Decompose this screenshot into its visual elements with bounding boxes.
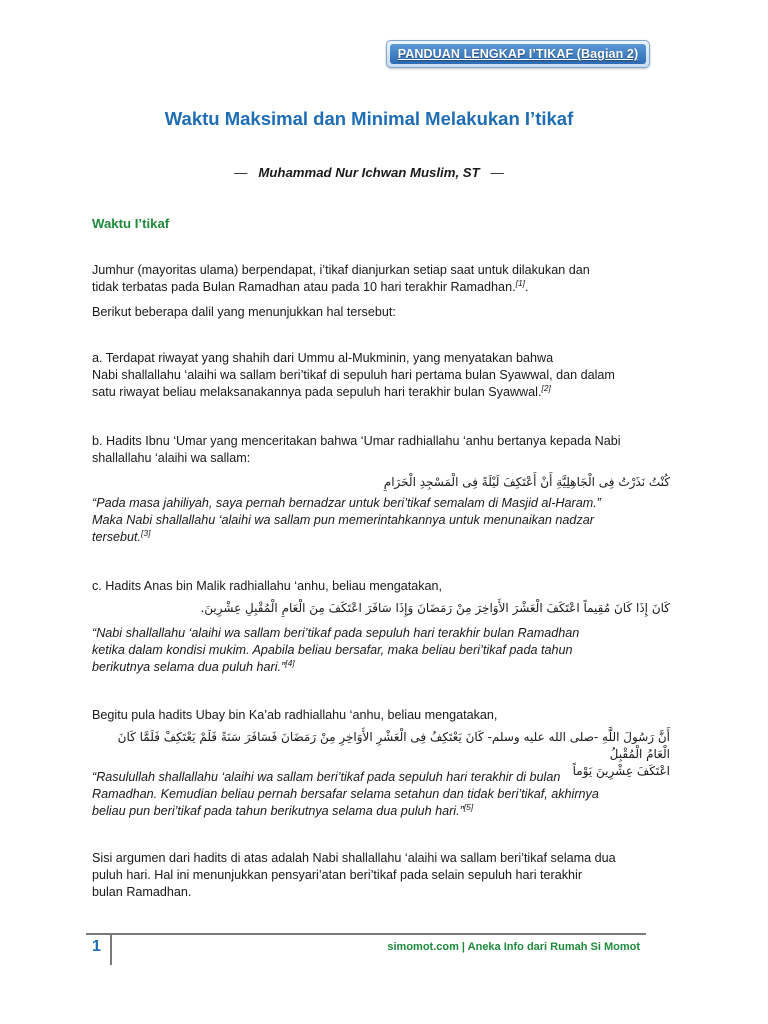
paragraph-intro xyxy=(92,262,652,296)
text-line: puluh hari. Hal ini menunjukkan pensyari’atan beri’tikaf pada selain sepuluh hari terakhir xyxy=(92,868,583,882)
text-line: Nabi shallallahu ‘alaihi wa sallam beri’tikaf di sepuluh hari pertama bulan Syawwal, dan dalam xyxy=(92,368,615,382)
footnote-ref-4[interactable]: [4] xyxy=(285,657,295,668)
text-line: Ramadhan. Kemudian beliau pernah bersafar selama setahun dan tidak beri’tikaf, akhirnya xyxy=(92,787,599,801)
footer-site-text[interactable]: simomot.com | Aneka Info dari Rumah Si Momot xyxy=(387,941,640,953)
text-line: beliau pun beri’tikaf pada tahun berikutnya selama dua puluh hari.” xyxy=(92,804,464,818)
footer-divider xyxy=(86,933,646,935)
footnote-ref-5[interactable]: [5] xyxy=(463,801,474,812)
text-line: “Pada masa jahiliyah, saya pernah bernadzar untuk beri’tikaf semalam di Masjid al-Haram.” xyxy=(92,496,601,510)
arabic-text-c: كَانَ إِذَا كَانَ مُقِيماً اعْتَكَفَ الْعَشْرَ الأَوَاخِرَ مِنْ رَمَضَانَ وَإِذَا سَافَرَ اعْتَكَفَ مِنَ الْعَامِ الْمُقْبِلِ عِشْرِينَ. xyxy=(200,601,670,615)
text-line: satu riwayat beliau melaksanakannya pada sepuluh hari terakhir bulan Syawwal. xyxy=(92,385,542,399)
quote-d xyxy=(92,769,652,820)
text-line: berikutnya selama dua puluh hari.” xyxy=(92,660,286,674)
section-heading: Waktu I’tikaf xyxy=(92,216,170,231)
text-line: tersebut. xyxy=(92,530,142,544)
author-dash-right: — xyxy=(490,165,504,180)
author-name: Muhammad Nur Ichwan Muslim, ST xyxy=(258,165,480,180)
footnote-ref-1[interactable]: [1] xyxy=(515,277,526,288)
text-line: b. Hadits Ibnu ‘Umar yang menceritakan bahwa ‘Umar radhiallahu ‘anhu bertanya kepada Nabi xyxy=(92,434,621,448)
quote-b xyxy=(92,495,652,546)
footer-vertical-divider xyxy=(110,933,112,965)
text-line: ketika dalam kondisi mukim. Apabila beliau bersafar, maka beliau beri’tikaf pada tahun xyxy=(92,643,573,657)
text-line: tidak terbatas pada Bulan Ramadhan atau pada 10 hari terakhir Ramadhan. xyxy=(92,280,516,294)
text-line: “Rasulullah shallallahu ‘alaihi wa sallam beri’tikaf pada sepuluh hari terakhir di bulan xyxy=(92,770,561,784)
header-badge xyxy=(386,40,650,68)
author-line xyxy=(0,165,738,180)
author-dash-left: — xyxy=(234,165,248,180)
text-line: Jumhur (mayoritas ulama) berpendapat, i’tikaf dianjurkan setiap saat untuk dilakukan dan xyxy=(92,263,590,277)
paragraph-d: Begitu pula hadits Ubay bin Ka’ab radhiallahu ‘anhu, beliau mengatakan, xyxy=(92,708,498,722)
text-punct: . xyxy=(525,280,529,294)
footnote-ref-3[interactable]: [3] xyxy=(141,527,151,538)
footnote-ref-2[interactable]: [2] xyxy=(541,382,551,393)
page-number: 1 xyxy=(92,938,101,955)
paragraph-a xyxy=(92,350,652,401)
page-title: Waktu Maksimal dan Minimal Melakukan I’tikaf xyxy=(164,108,574,129)
paragraph-b xyxy=(92,433,652,467)
text-line: “Nabi shallallahu ‘alaihi wa sallam beri’tikaf pada sepuluh hari terakhir bulan Ramadhan xyxy=(92,626,580,640)
quote-c xyxy=(92,625,652,676)
header-badge-label: PANDUAN LENGKAP I’TIKAF (Bagian 2) xyxy=(397,47,639,61)
arabic-line: اعْتَكَفَ عِشْرِينَ يَوْماً xyxy=(572,764,670,778)
paragraph-c: c. Hadits Anas bin Malik radhiallahu ‘anhu, beliau mengatakan, xyxy=(92,579,443,593)
arabic-text-b: كُنْتُ نَذَرْتُ فِى الْجَاهِلِيَّةِ أَنْ أَعْتَكِفَ لَيْلَةً فِى الْمَسْجِدِ الْحَرَامِ xyxy=(383,475,670,489)
text-line: Maka Nabi shallallahu ‘alaihi wa sallam pun memerintahkannya untuk menunaikan nadzar xyxy=(92,513,594,527)
paragraph-conclusion xyxy=(92,850,652,901)
text-line: shallallahu ‘alaihi wa sallam: xyxy=(92,451,251,465)
paragraph-evidence-intro: Berikut beberapa dalil yang menunjukkan hal tersebut: xyxy=(92,305,396,319)
text-line: a. Terdapat riwayat yang shahih dari Ummu al-Mukminin, yang menyatakan bahwa xyxy=(92,351,554,365)
text-line: bulan Ramadhan. xyxy=(92,885,192,899)
text-line: Sisi argumen dari hadits di atas adalah Nabi shallallahu ‘alaihi wa sallam beri’tikaf selama dua xyxy=(92,851,616,865)
arabic-line: أَنَّ رَسُولَ اللَّهِ -صلى الله عليه وسلم- كَانَ يَعْتَكِفُ فِى الْعَشْرِ الأَوَاخِرِ مِنْ رَمَضَانَ فَسَافَرَ سَنَةً فَلَمْ يَعْتَكِفْ فَلَمَّا كَانَ الْعَامُ الْمُقْبِلُ xyxy=(117,730,670,761)
header-badge-label-box xyxy=(390,44,646,64)
